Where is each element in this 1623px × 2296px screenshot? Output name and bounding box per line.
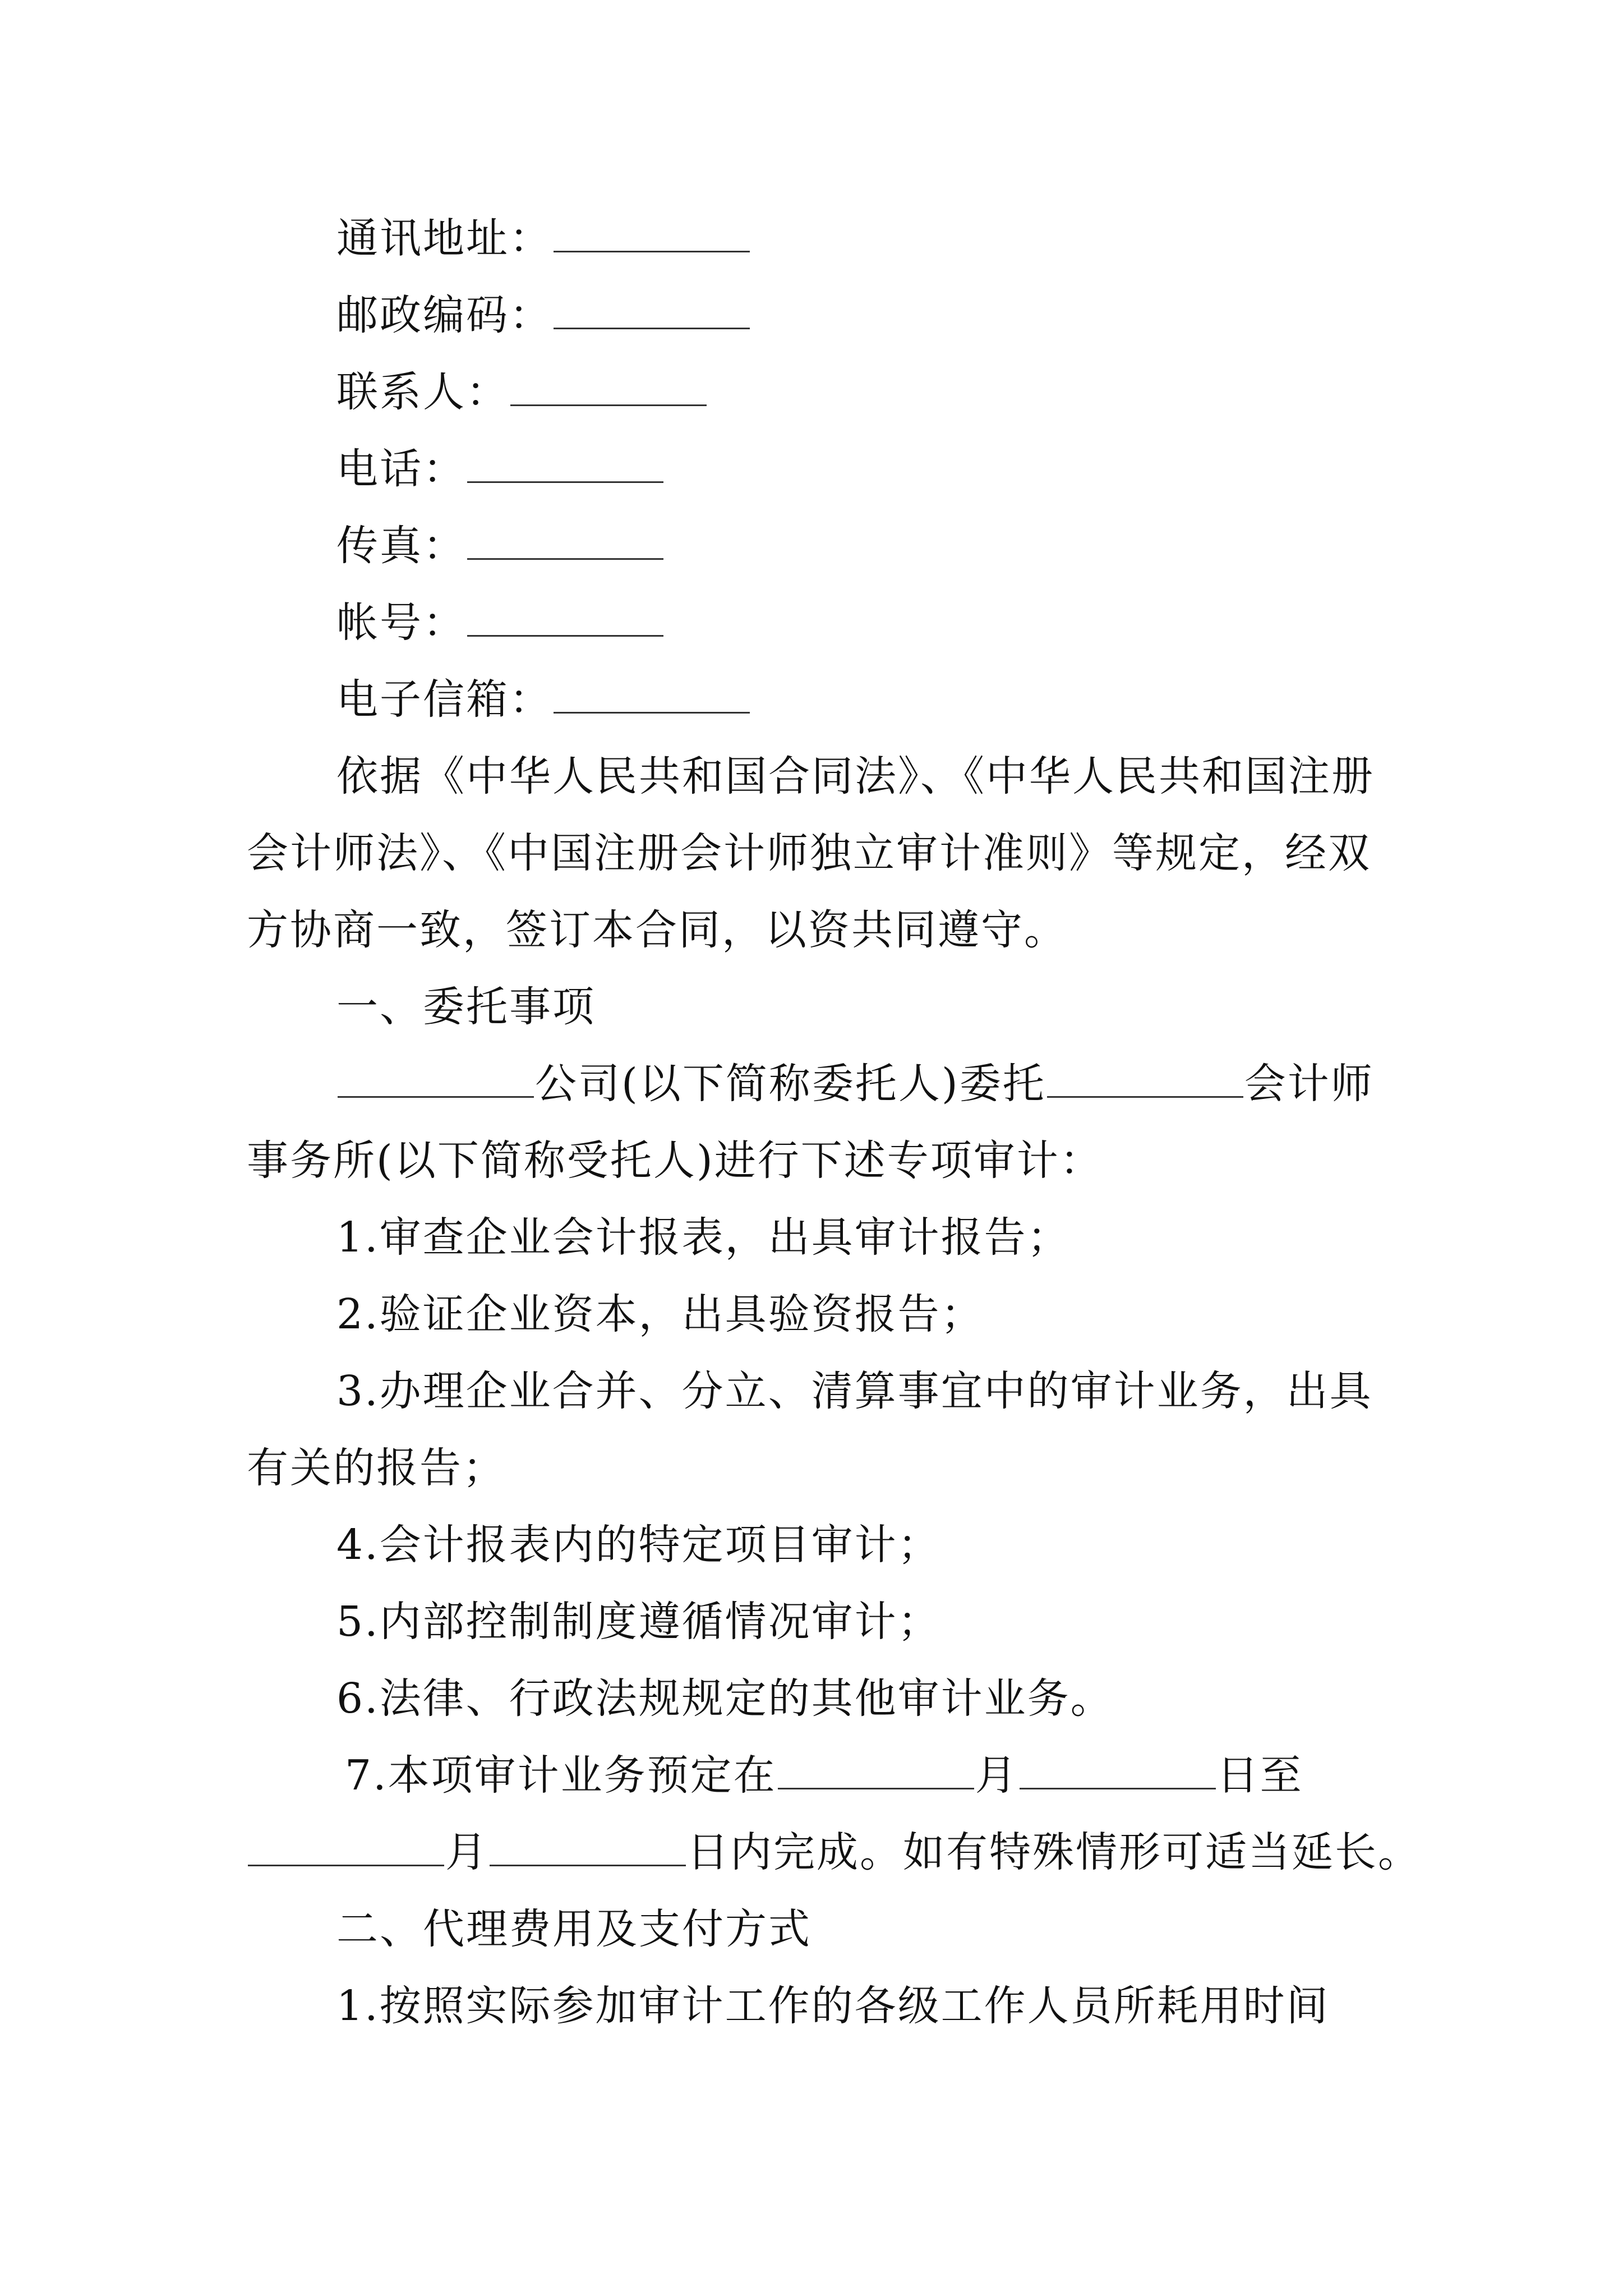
contact-label: 联系人： <box>336 368 509 416</box>
intro-line-1: 依据《中华人民共和国合同法》、《中华人民共和国注册 <box>336 752 1375 800</box>
delegation-text-2: 会计师 <box>1244 1060 1374 1108</box>
phone-label: 电话： <box>336 445 466 493</box>
address-blank[interactable] <box>554 211 750 252</box>
account-blank[interactable] <box>467 596 663 637</box>
item-7-end-text: 日内完成。如有特殊情形可适当延长。 <box>687 1828 1421 1876</box>
delegation-text-1: 公司(以下简称委托人)委托 <box>535 1060 1046 1108</box>
intro-line-3: 方协商一致，签订本合同，以资共同遵守。 <box>247 906 1067 954</box>
item-4: 4.会计报表内的特定项目审计； <box>336 1521 941 1569</box>
item-7-month-label: 月 <box>975 1751 1018 1800</box>
item-2: 2.验证企业资本，出具验资报告； <box>336 1290 984 1338</box>
section2-heading: 二、代理费用及支付方式 <box>336 1905 811 1953</box>
item-3-line-2: 有关的报告； <box>247 1444 506 1492</box>
firm-name-blank[interactable] <box>1047 1057 1243 1098</box>
item-7-day-to-label: 日至 <box>1216 1751 1303 1800</box>
fax-field-row <box>336 518 1475 574</box>
end-month-blank[interactable] <box>248 1825 444 1866</box>
item-7-text: 7.本项审计业务预定在 <box>345 1751 777 1800</box>
email-field-row <box>336 671 1475 728</box>
address-label: 通讯地址： <box>336 214 552 263</box>
address-field-row <box>336 210 1475 266</box>
start-day-blank[interactable] <box>1020 1749 1216 1789</box>
end-day-blank[interactable] <box>490 1825 686 1866</box>
fax-label: 传真： <box>336 522 466 570</box>
section1-heading: 一、委托事项 <box>336 983 596 1031</box>
client-company-blank[interactable] <box>338 1057 534 1098</box>
item-5: 5.内部控制制度遵循情况审计； <box>336 1598 941 1646</box>
intro-line-2: 会计师法》、《中国注册会计师独立审计准则》等规定，经双 <box>247 829 1371 877</box>
item-7-line-1 <box>345 1747 1385 1803</box>
postcode-blank[interactable] <box>554 288 750 329</box>
item-1: 1.审查企业会计报表，出具审计报告； <box>336 1213 1071 1262</box>
item-7-month2-label: 月 <box>445 1828 488 1876</box>
section2-item-1-line-1: 1.按照实际参加审计工作的各级工作人员所耗用时间 <box>336 1982 1330 2030</box>
account-field-row <box>336 595 1475 651</box>
account-label: 帐号： <box>336 599 466 647</box>
email-label: 电子信箱： <box>336 675 552 724</box>
fax-blank[interactable] <box>467 519 663 560</box>
item-3-line-1: 3.办理企业合并、分立、清算事宜中的审计业务，出具 <box>336 1367 1373 1415</box>
phone-field-row <box>336 441 1475 497</box>
delegation-line-1 <box>336 1056 1385 1112</box>
phone-blank[interactable] <box>467 442 663 483</box>
start-month-blank[interactable] <box>778 1749 974 1789</box>
email-blank[interactable] <box>554 673 750 714</box>
item-7-line-2 <box>247 1824 1421 1880</box>
contact-field-row <box>336 364 1475 420</box>
contact-blank[interactable] <box>510 365 707 406</box>
postcode-field-row <box>336 287 1475 343</box>
item-6: 6.法律、行政法规规定的其他审计业务。 <box>336 1674 1114 1723</box>
delegation-line-2: 事务所(以下简称受托人)进行下述专项审计： <box>247 1137 1103 1185</box>
postcode-label: 邮政编码： <box>336 291 552 339</box>
